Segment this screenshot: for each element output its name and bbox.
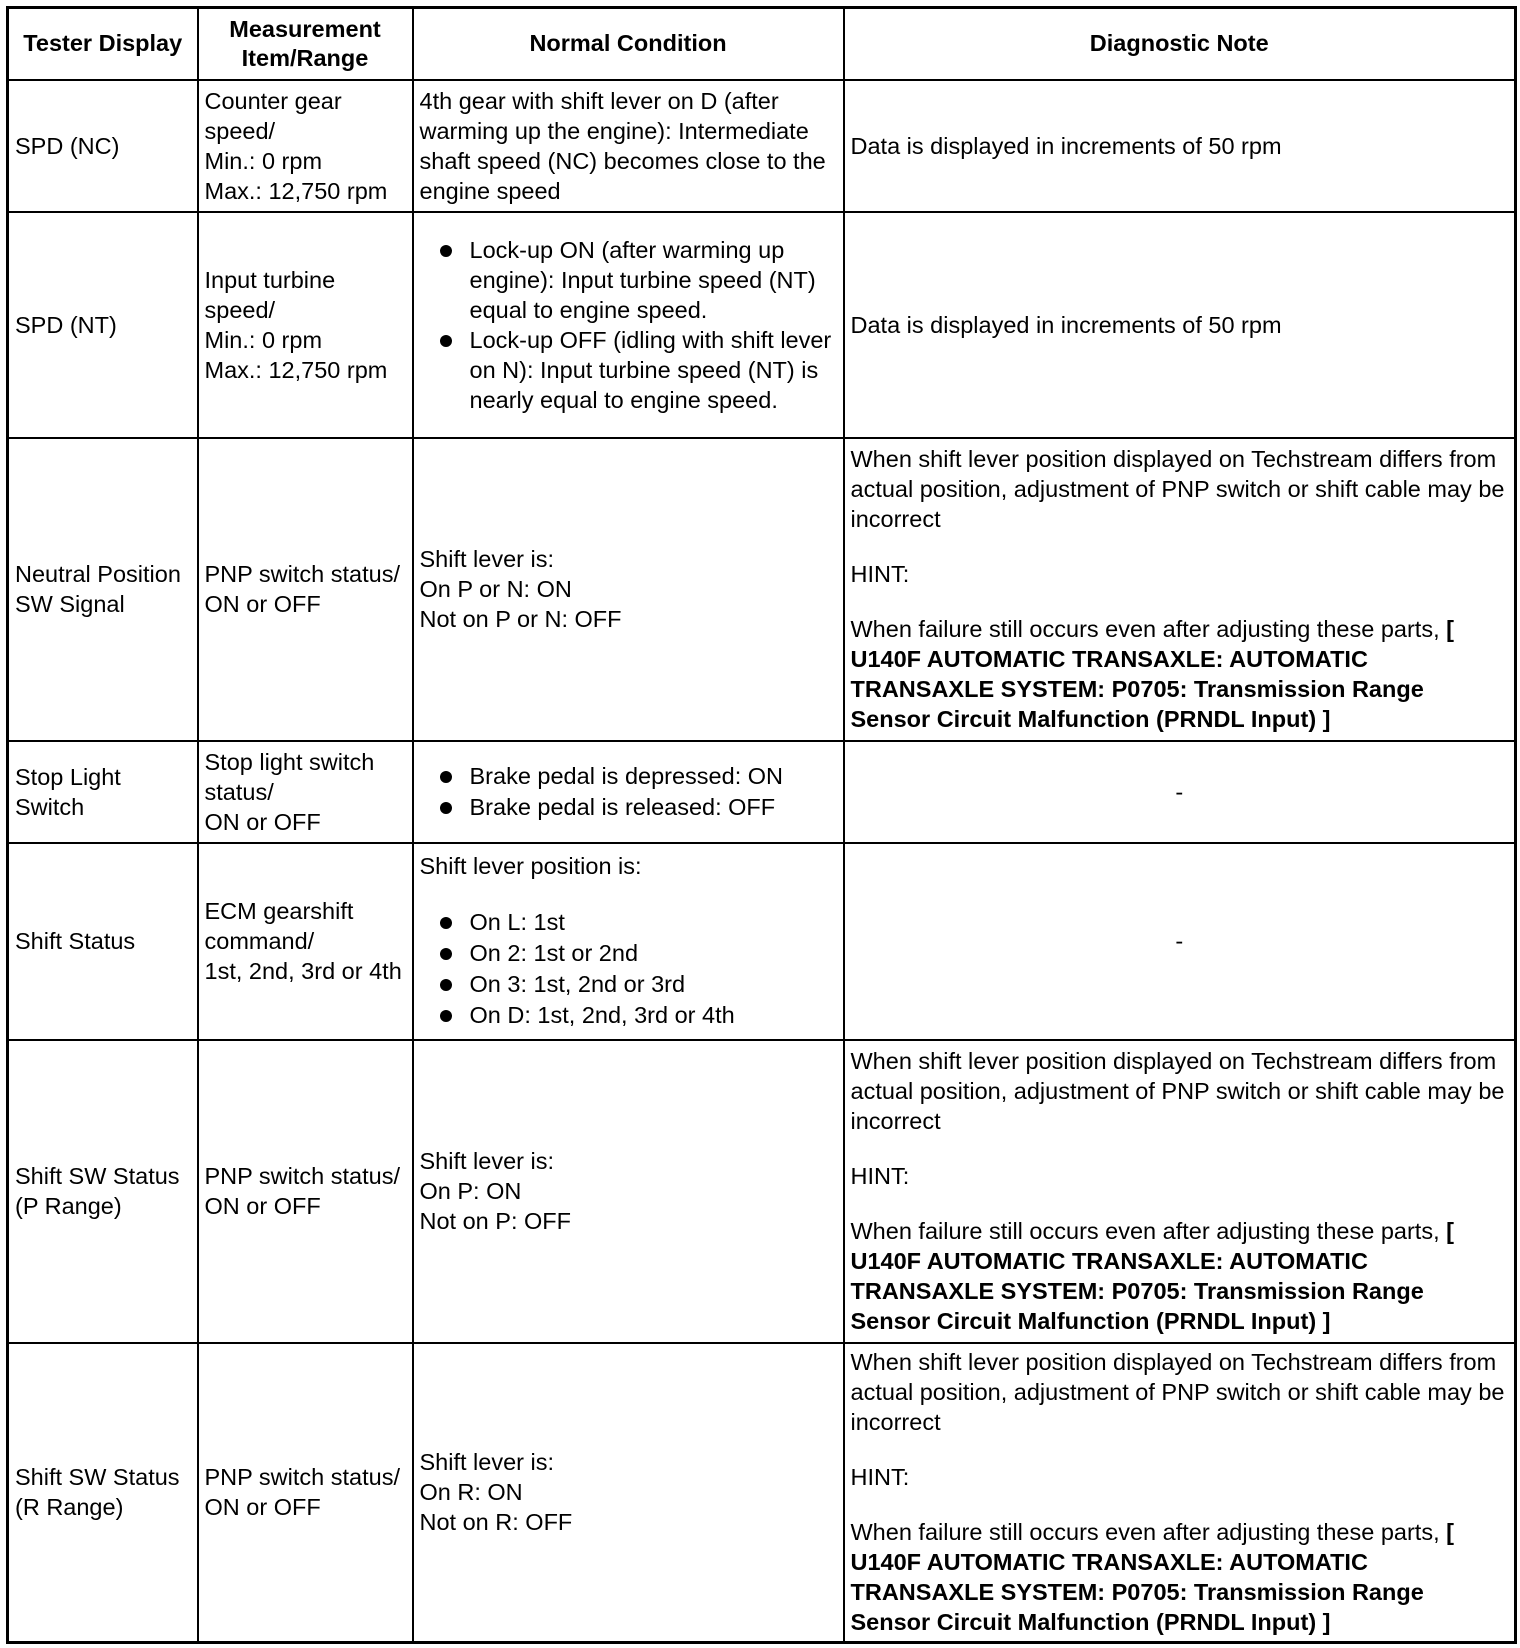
tester-cell: SPD (NC) (8, 80, 198, 212)
table-row (8, 1040, 1516, 1343)
list-item: On L: 1st (420, 907, 837, 937)
measurement-cell: PNP switch status/ ON or OFF (198, 1040, 413, 1343)
tester-cell: Neutral Position SW Signal (8, 438, 198, 741)
tester-cell: Shift SW Status (P Range) (8, 1040, 198, 1343)
list-item: Lock-up OFF (idling with shift lever on N): Input turbine speed (NT) is nearly equal to engine speed. (420, 325, 837, 415)
header-row (8, 8, 1516, 80)
list-item: On 3: 1st, 2nd or 3rd (420, 969, 837, 999)
measurement-cell: Stop light switch status/ ON or OFF (198, 741, 413, 843)
header-tester-display: Tester Display (8, 8, 198, 80)
list-item: Lock-up ON (after warming up engine): Input turbine speed (NT) equal to engine speed. (420, 235, 837, 325)
measurement-cell: Input turbine speed/ Min.: 0 rpm Max.: 12,750 rpm (198, 212, 413, 438)
header-measurement: Measurement Item/Range (198, 8, 413, 80)
condition-cell: Shift lever is: On P or N: ON Not on P or N: OFF (413, 438, 844, 741)
note-cell: Data is displayed in increments of 50 rpm (844, 80, 1516, 212)
measurement-cell: PNP switch status/ ON or OFF (198, 438, 413, 741)
procedure-link[interactable]: [ U140F AUTOMATIC TRANSAXLE: AUTOMATIC TRANSAXLE SYSTEM: P0705: Transmission Range Sensor Circuit Malfunction (PRNDL Input) ] (850, 1519, 1454, 1636)
condition-cell: Shift lever position is: On L: 1st On 2: 1st or 2nd On 3: 1st, 2nd or 3rd On D: 1st, 2nd, 3rd or 4th (413, 843, 844, 1040)
condition-cell: 4th gear with shift lever on D (after warming up the engine): Intermediate shaft speed (NC) becomes close to the engine speed (413, 80, 844, 212)
procedure-link[interactable]: [ U140F AUTOMATIC TRANSAXLE: AUTOMATIC TRANSAXLE SYSTEM: P0705: Transmission Range Sensor Circuit Malfunction (PRNDL Input) ] (850, 616, 1454, 732)
measurement-cell: ECM gearshift command/ 1st, 2nd, 3rd or 4th (198, 843, 413, 1040)
table-row (8, 212, 1516, 438)
table-row (8, 843, 1516, 1040)
condition-cell (413, 212, 844, 438)
table-row (8, 438, 1516, 741)
condition-bullet-list (420, 235, 837, 415)
list-item: On D: 1st, 2nd, 3rd or 4th (420, 1000, 837, 1030)
tester-cell: SPD (NT) (8, 212, 198, 438)
table-row (8, 741, 1516, 843)
table-row (8, 1343, 1516, 1643)
list-item: Brake pedal is released: OFF (420, 792, 837, 822)
note-cell: When shift lever position displayed on Techstream differs from actual position, adjustment of PNP switch or shift cable may be incorrect HINT: When failure still occurs even after adjusting these parts, [ U140F AUTOMATIC TRANSAXLE: AUTOMATIC TRANSAXLE SYSTEM: P0705: Transmission Range Sensor Circuit Malfunction (PRNDL Input) ] (844, 1040, 1516, 1343)
condition-bullet-list (420, 761, 837, 822)
table-row (8, 80, 1516, 212)
condition-cell: Shift lever is: On P: ON Not on P: OFF (413, 1040, 844, 1343)
procedure-link[interactable]: [ U140F AUTOMATIC TRANSAXLE: AUTOMATIC TRANSAXLE SYSTEM: P0705: Transmission Range Sensor Circuit Malfunction (PRNDL Input) ] (850, 1218, 1454, 1334)
tester-cell: Shift Status (8, 843, 198, 1040)
tester-cell: Shift SW Status (R Range) (8, 1343, 198, 1643)
note-cell: Data is displayed in increments of 50 rpm (844, 212, 1516, 438)
header-normal-condition: Normal Condition (413, 8, 844, 80)
note-cell: When shift lever position displayed on Techstream differs from actual position, adjustment of PNP switch or shift cable may be incorrect HINT: When failure still occurs even after adjusting these parts, [ U140F AUTOMATIC TRANSAXLE: AUTOMATIC TRANSAXLE SYSTEM: P0705: Transmission Range Sensor Circuit Malfunction (PRNDL Input) ] (844, 1343, 1516, 1643)
measurement-cell: Counter gear speed/ Min.: 0 rpm Max.: 12,750 rpm (198, 80, 413, 212)
condition-cell (413, 741, 844, 843)
note-cell: - (844, 843, 1516, 1040)
measurement-cell: PNP switch status/ ON or OFF (198, 1343, 413, 1643)
list-item: Brake pedal is depressed: ON (420, 761, 837, 791)
condition-bullet-list (420, 907, 837, 1030)
data-list-table (6, 6, 1517, 1644)
note-cell: When shift lever position displayed on Techstream differs from actual position, adjustment of PNP switch or shift cable may be incorrect HINT: When failure still occurs even after adjusting these parts, [ U140F AUTOMATIC TRANSAXLE: AUTOMATIC TRANSAXLE SYSTEM: P0705: Transmission Range Sensor Circuit Malfunction (PRNDL Input) ] (844, 438, 1516, 741)
tester-cell: Stop Light Switch (8, 741, 198, 843)
condition-cell: Shift lever is: On R: ON Not on R: OFF (413, 1343, 844, 1643)
header-diagnostic-note: Diagnostic Note (844, 8, 1516, 80)
list-item: On 2: 1st or 2nd (420, 938, 837, 968)
note-cell: - (844, 741, 1516, 843)
